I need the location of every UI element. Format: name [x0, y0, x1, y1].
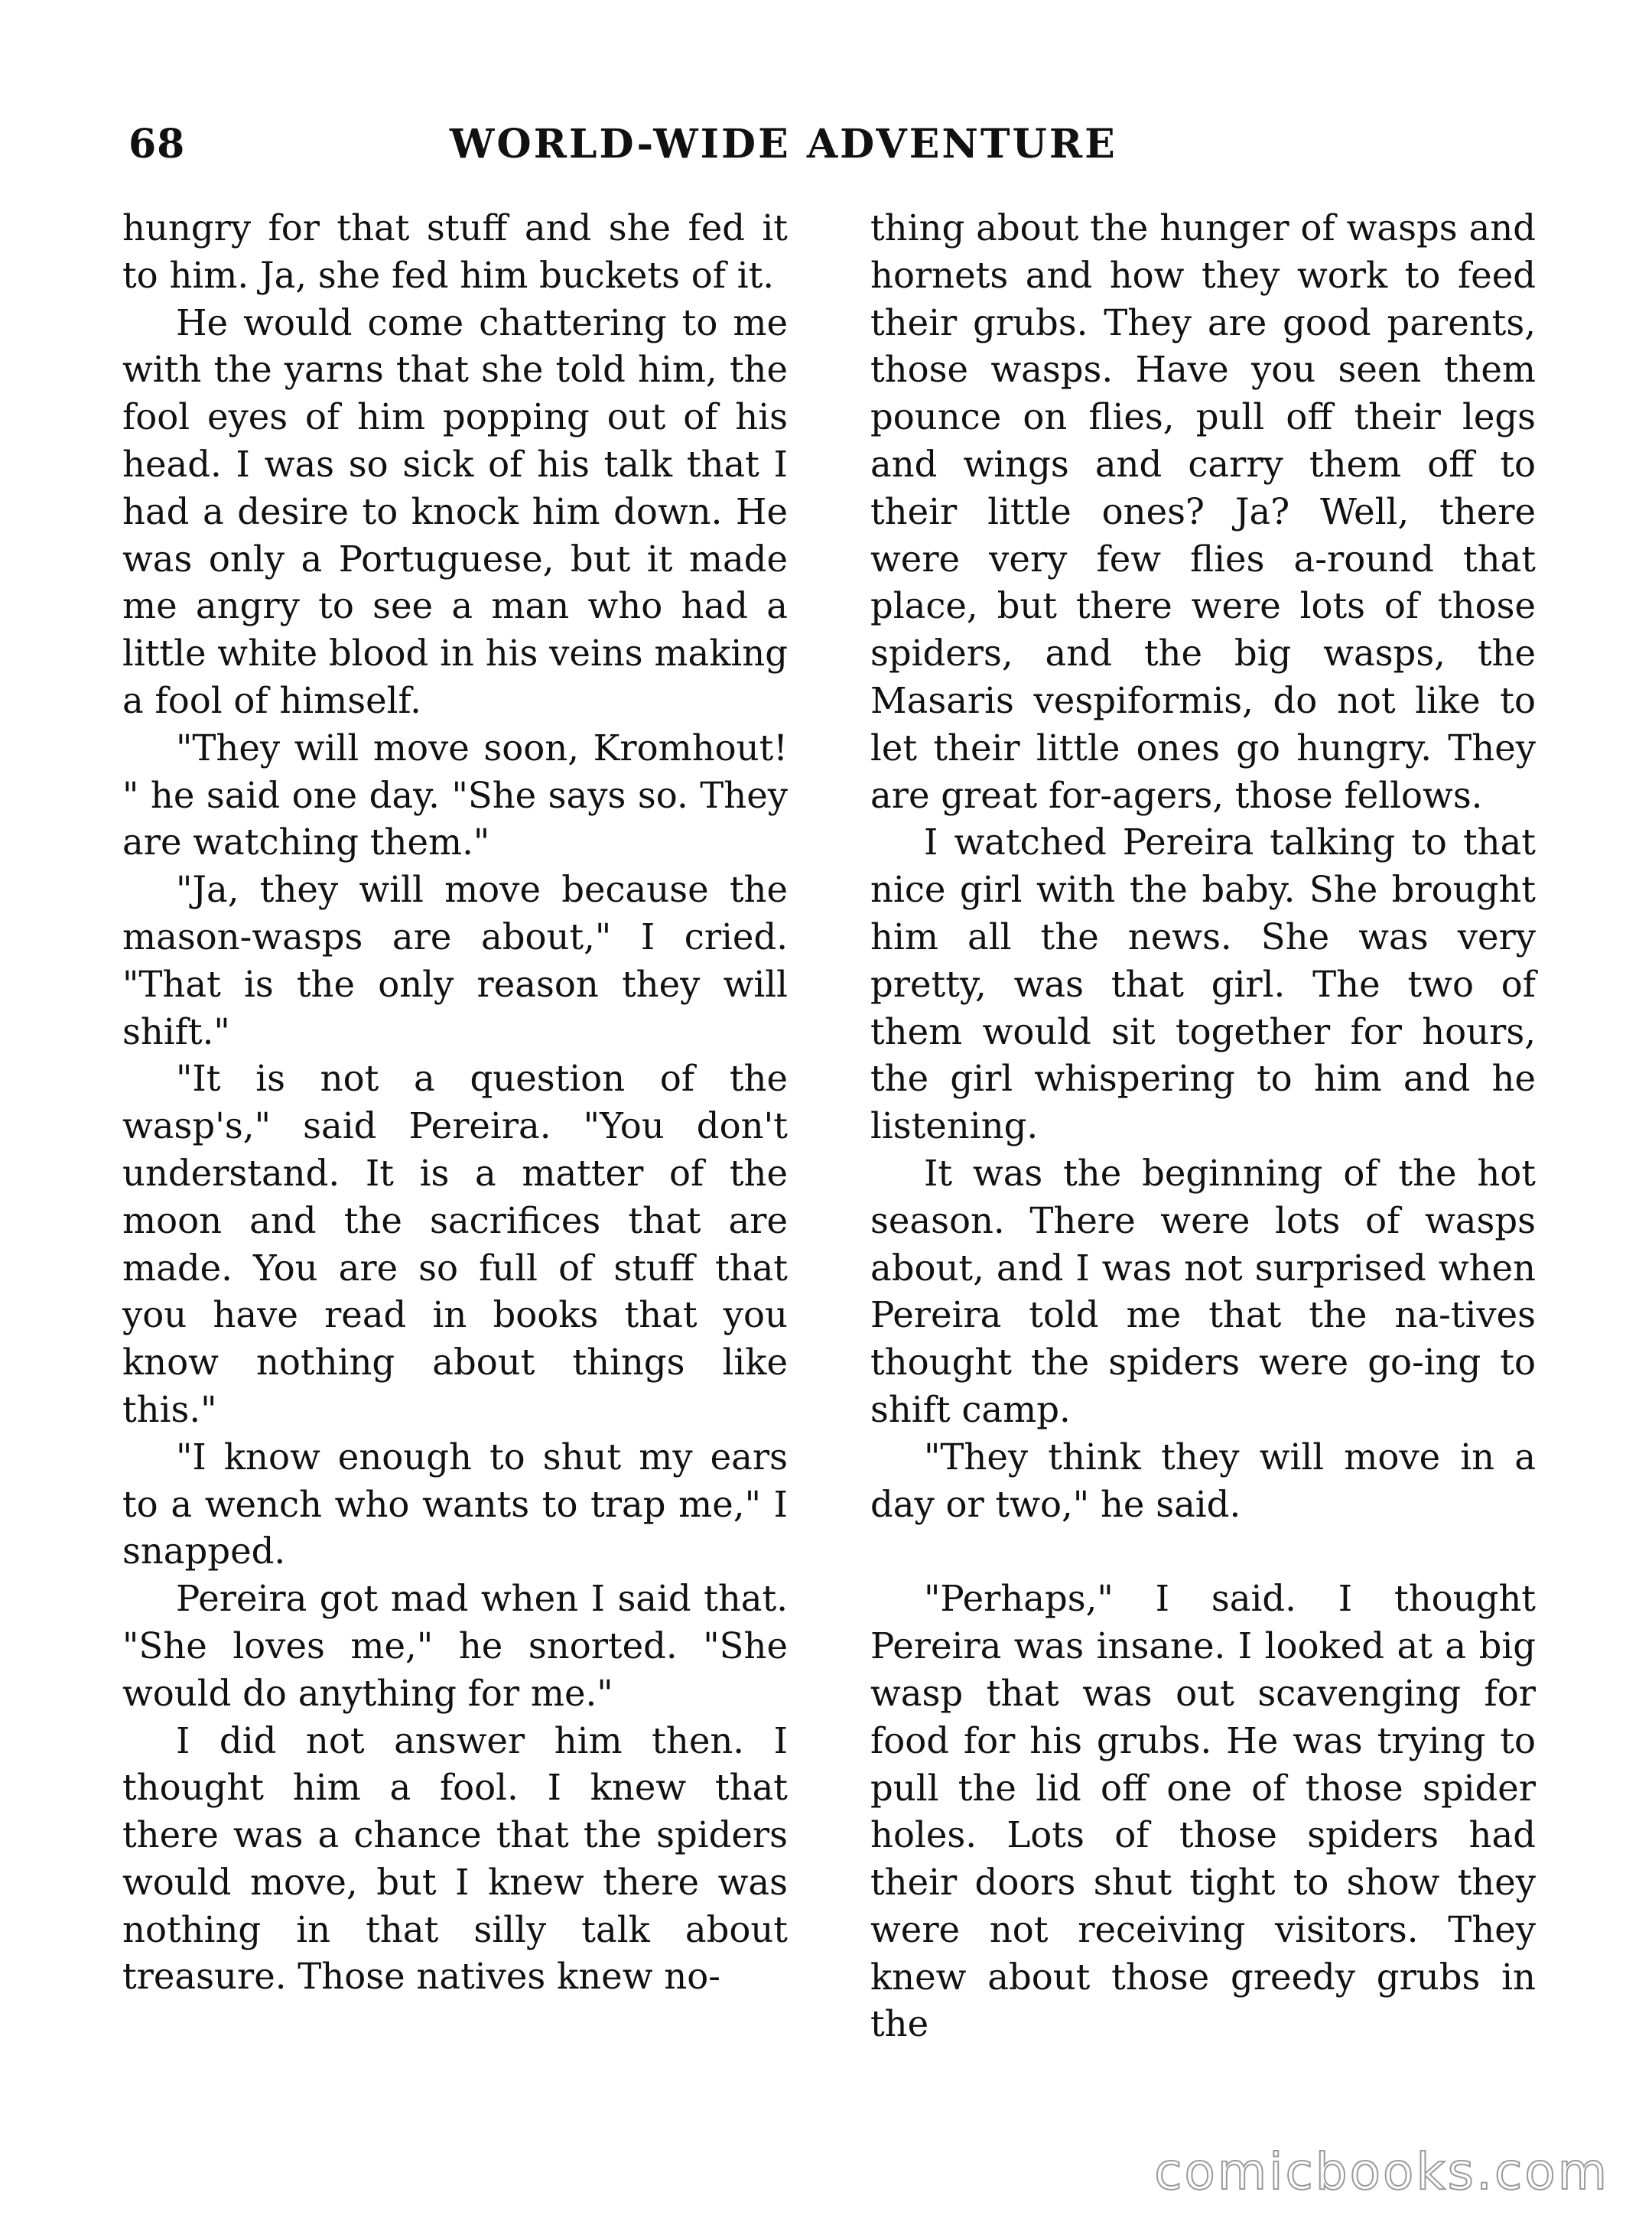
running-header — [128, 121, 1543, 174]
paragraph: Pereira got mad when I said that. "She loves me," he snorted. "She would do anything for me." — [122, 1578, 788, 1714]
paragraph: I watched Pereira talking to that nice girl with the baby. She brought him all the news. She was very pretty, was that girl. The two of them would sit together for hours, the girl whispering to him and he listening. — [870, 821, 1536, 1147]
text-column-left — [122, 205, 788, 2001]
paragraph: thing about the hunger of wasps and hornets and how they work to feed their grubs. They are good parents, those wasps. Have you seen them pounce on flies, pull off their legs and wings and carry them off to their little ones? Ja? Well, there were very few flies a-round that place, but there were lots of those spiders, and the big wasps, the Masaris vespiformis, do not like to let their little ones go hungry. They are great for-agers, those fellows. — [870, 207, 1536, 816]
paragraph: "They think they will move in a day or two," he said. — [870, 1436, 1536, 1525]
text-column-right — [870, 205, 1536, 2048]
paragraph: "It is not a question of the wasp's," said Pereira. "You don't understand. It is a matter of the moon and the sacrifices that are made. You are so full of stuff that you have read in books that you know nothing about things like this." — [122, 1058, 788, 1430]
paragraph: "They will move soon, Kromhout! " he said one day. "She says so. They are watching them." — [122, 727, 788, 863]
paragraph: "I know enough to shut my ears to a wench who wants to trap me," I snapped. — [122, 1436, 788, 1572]
site-watermark: comicbooks.com — [1154, 2142, 1609, 2201]
paragraph: I did not answer him then. I thought him a fool. I knew that there was a chance that the spiders would move, but I knew there was nothing in that silly talk about treasure. Those natives knew no- — [122, 1719, 788, 1998]
paragraph: "Perhaps," I said. I thought Pereira was insane. I looked at a big wasp that was out scavenging for food for his grubs. He was trying to pull the lid off one of those spider holes. Lots of those spiders had their doors shut tight to show they were not receiving visitors. They knew about those greedy grubs in the — [870, 1578, 1536, 2045]
page-number: 68 — [128, 121, 186, 167]
running-title: WORLD-WIDE ADVENTURE — [450, 121, 1117, 167]
paragraph: "Ja, they will move because the mason-wasps are about," I cried. "That is the only reason they will shift." — [122, 869, 788, 1052]
paragraph: It was the beginning of the hot season. There were lots of wasps about, and I was not surprised when Pereira told me that the na-tives thought the spiders were go-ing to shift camp. — [870, 1152, 1536, 1430]
paragraph: He would come chattering to me with the yarns that she told him, the fool eyes of him popping out of his head. I was so sick of his talk that I had a desire to knock him down. He was only a Portuguese, but it made me angry to see a man who had a little white blood in his veins making a fool of himself. — [122, 301, 788, 721]
paragraph: hungry for that stuff and she fed it to him. Ja, she fed him buckets of it. — [122, 207, 788, 296]
